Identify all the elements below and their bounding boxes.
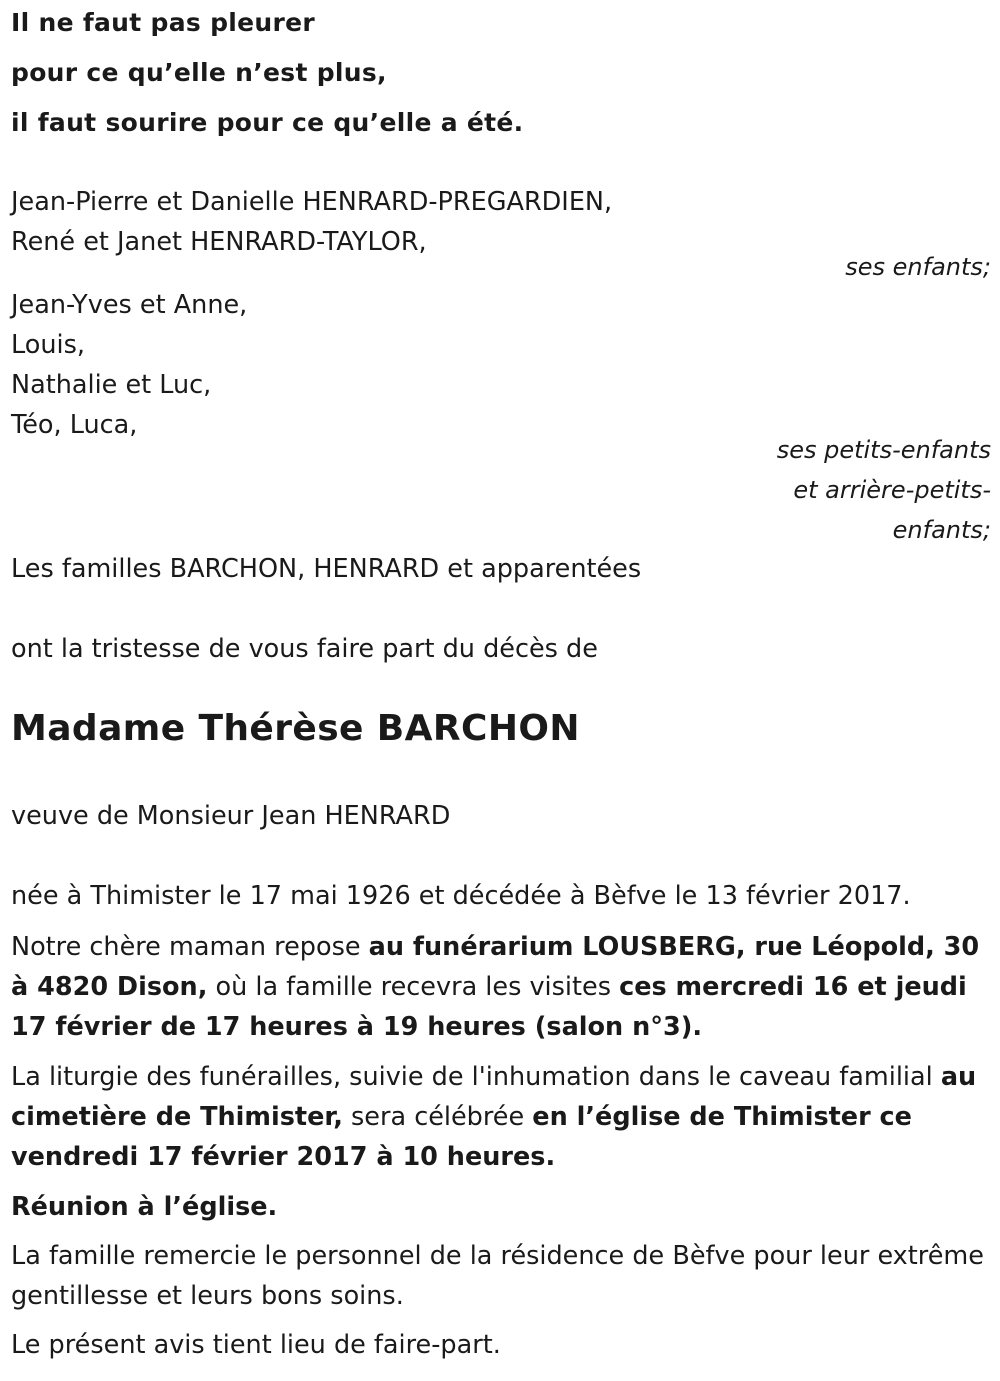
funeral-text-2: sera célébrée <box>342 1102 533 1132</box>
children-line-1: Jean-Pierre et Danielle HENRARD-PREGARDIEN, <box>11 187 613 217</box>
deceased-name: Madame Thérèse BARCHON <box>11 708 580 749</box>
children-line-2: René et Janet HENRARD-TAYLOR, <box>11 227 427 257</box>
quote-line-1: Il ne faut pas pleurer <box>11 8 316 37</box>
quote-line-3: il faut sourire pour ce qu’elle a été. <box>11 108 524 137</box>
funeral-church-time: en l’église de Thimister ce vendredi 17 février 2017 à 10 heures. <box>11 1102 912 1172</box>
families-line: Les familles BARCHON, HENRARD et apparentées <box>11 554 642 584</box>
notice-paragraph: Le présent avis tient lieu de faire-part. <box>11 1330 501 1360</box>
funeral-cemetery: au cimetière de Thimister, <box>11 1062 977 1132</box>
grandchildren-line-2: Louis, <box>11 330 85 360</box>
quote-line-2: pour ce qu’elle n’est plus, <box>11 58 387 87</box>
meeting-paragraph <box>11 1187 991 1227</box>
funeral-text-1: La liturgie des funérailles, suivie de l'inhumation dans le caveau familial <box>11 1062 941 1092</box>
grandchildren-role-2: et arrière-petits- <box>793 476 991 504</box>
visitation-paragraph <box>11 927 991 1047</box>
announcement-line: ont la tristesse de vous faire part du décès de <box>11 634 598 664</box>
grandchildren-line-1: Jean-Yves et Anne, <box>11 290 248 320</box>
widow-line: veuve de Monsieur Jean HENRARD <box>11 801 451 831</box>
thanks-paragraph: La famille remercie le personnel de la résidence de Bèfve pour leur extrême gentillesse et leurs bons soins. <box>11 1241 984 1311</box>
grandchildren-role-3: enfants; <box>892 516 991 544</box>
visitation-text-2: où la famille recevra les visites <box>207 972 620 1002</box>
visitation-location: au funérarium LOUSBERG, rue Léopold, 30 à 4820 Dison, <box>11 932 980 1002</box>
grandchildren-line-3: Nathalie et Luc, <box>11 370 212 400</box>
children-role: ses enfants; <box>845 253 991 281</box>
grandchildren-line-4: Téo, Luca, <box>11 410 138 440</box>
grandchildren-role-1: ses petits-enfants <box>776 436 991 464</box>
funeral-paragraph <box>11 1057 991 1177</box>
birth-death-line: née à Thimister le 17 mai 1926 et décédée à Bèfve le 13 février 2017. <box>11 881 911 911</box>
meeting-text: Réunion à l’église. <box>11 1192 278 1222</box>
visitation-text-1: Notre chère maman repose <box>11 932 369 962</box>
visitation-times: ces mercredi 16 et jeudi 17 février de 17 heures à 19 heures (salon n°3). <box>11 972 967 1042</box>
